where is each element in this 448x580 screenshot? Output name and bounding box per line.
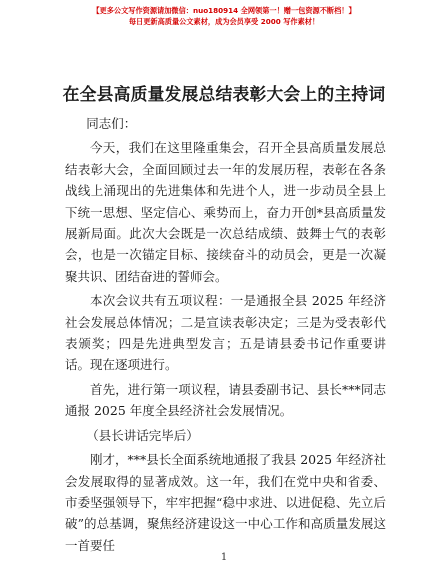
page-number: 1	[220, 552, 228, 563]
salutation: 同志们：	[86, 116, 137, 131]
promo-banner-line-2: 每日更新高质量公文素材，成为会员享受 2000 写作素材！	[128, 17, 320, 26]
document-title: 在全县高质量发展总结表彰大会上的主持词	[62, 84, 386, 104]
paragraph-summary: 刚才，***县长全面系统地通报了我县 2025 年经济社会发展取得的显著成效。这一年，我们在党中央和省委、市委坚强领导下，牢牢把握“稳中求进、以进促稳、先立后破”的总基调，聚焦经济建设这一中心工作和高质量发展这一首要任	[65, 452, 387, 553]
stage-direction: （县长讲话完毕后）	[86, 427, 199, 443]
promo-banner	[0, 0, 448, 27]
paragraph-agenda: 本次会议共有五项议程：一是通报全县 2025 年经济社会发展总体情况；二是宣读表彰决定；三是为受表彰代表颁奖；四是先进典型发言；五是请县委书记作重要讲话。现在逐项进行。	[65, 293, 386, 373]
document-body	[65, 113, 386, 559]
promo-banner-line-1: 【更多公文写作资源请加微信：nuo180914 全网领第一！赠一包资源不断档！】	[92, 6, 356, 15]
paragraph-opening: 今天，我们在这里隆重集会，召开全县高质量发展总结表彰大会，全面回顾过去一年的发展历程，表彰在各条战线上涌现出的先进集体和先进个人，进一步动员全县上下统一思想、坚定信心、乘势而上，奋力开创*县高质量发展新局面。此次大会既是一次总结成绩、鼓舞士气的表彰会，也是一次锚定目标、接续奋斗的动员会，更是一次凝聚共识、团结奋进的誓师会。	[65, 140, 386, 284]
paragraph-first-item: 首先，进行第一项议程，请县委副书记、县长***同志通报 2025 年度全县经济社会发展情况。	[65, 381, 386, 419]
